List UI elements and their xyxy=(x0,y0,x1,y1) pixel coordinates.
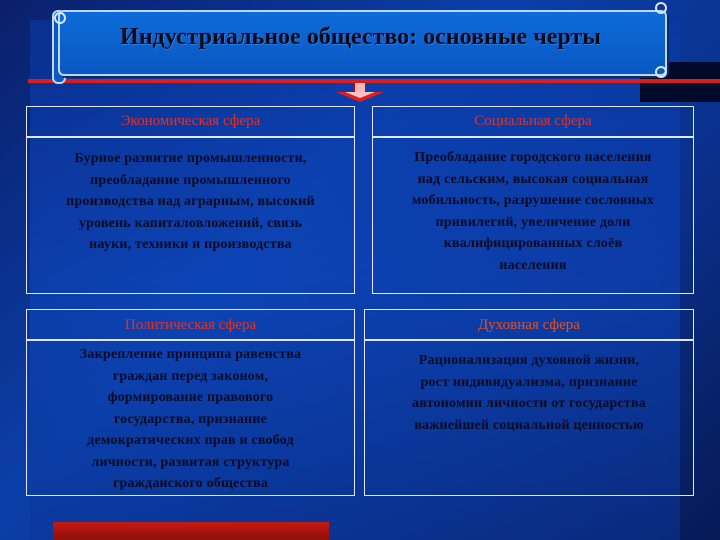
red-divider-bar xyxy=(28,79,720,83)
spiritual-heading: Духовная сфера xyxy=(478,317,580,333)
text-line: формирование правового xyxy=(107,390,274,405)
economic-body xyxy=(28,148,353,256)
text-line: производства над аграрным, высокий xyxy=(66,194,315,209)
social-heading: Социальная сфера xyxy=(474,113,592,129)
text-line: над сельским, высокая социальная xyxy=(417,171,649,187)
text-line: государства, признание xyxy=(113,411,268,427)
text-line: важнейшей социальной ценностью xyxy=(414,417,644,433)
scroll-curl-icon xyxy=(54,12,66,24)
political-heading: Политическая сфера xyxy=(124,317,257,333)
text-line: мобильность, разрушение сословных xyxy=(411,193,655,208)
text-line: демократических прав и свобод xyxy=(87,433,294,448)
political-body xyxy=(28,344,353,495)
text-line: привилегий, увеличение доли xyxy=(435,214,631,230)
scroll-curl-icon xyxy=(655,66,667,78)
spiritual-body xyxy=(366,350,692,436)
text-line: уровень капиталовложений, связь xyxy=(78,215,303,231)
text-line: Преобладание городского населения xyxy=(414,150,652,165)
text-line: Закрепление принципа равенства xyxy=(79,347,302,362)
text-line: рост индивидуализма, признание xyxy=(420,374,638,390)
text-line: гражданского общества xyxy=(112,476,269,491)
text-line: Бурное развитие промышленности, xyxy=(74,151,307,166)
bottom-red-bar xyxy=(53,522,329,540)
economic-heading: Экономическая сфера xyxy=(120,113,261,129)
social-body xyxy=(374,147,692,276)
text-line: науки, техники и производства xyxy=(89,237,292,252)
text-line: личности, развитая структура xyxy=(91,454,290,470)
text-line: граждан перед законом, xyxy=(112,368,269,384)
scroll-curl-icon xyxy=(655,2,667,14)
text-line: автономии личности от государства xyxy=(412,396,646,411)
text-line: преобладание промышленного xyxy=(90,172,291,188)
text-line: населения xyxy=(499,257,567,273)
text-line: квалифицированных слоёв xyxy=(443,236,623,251)
text-line: Рационализация духовной жизни, xyxy=(418,353,640,368)
down-arrow-stem xyxy=(354,83,366,92)
down-arrow-inner xyxy=(345,92,375,98)
page-title: Индустриальное общество: основные черты xyxy=(120,24,601,50)
